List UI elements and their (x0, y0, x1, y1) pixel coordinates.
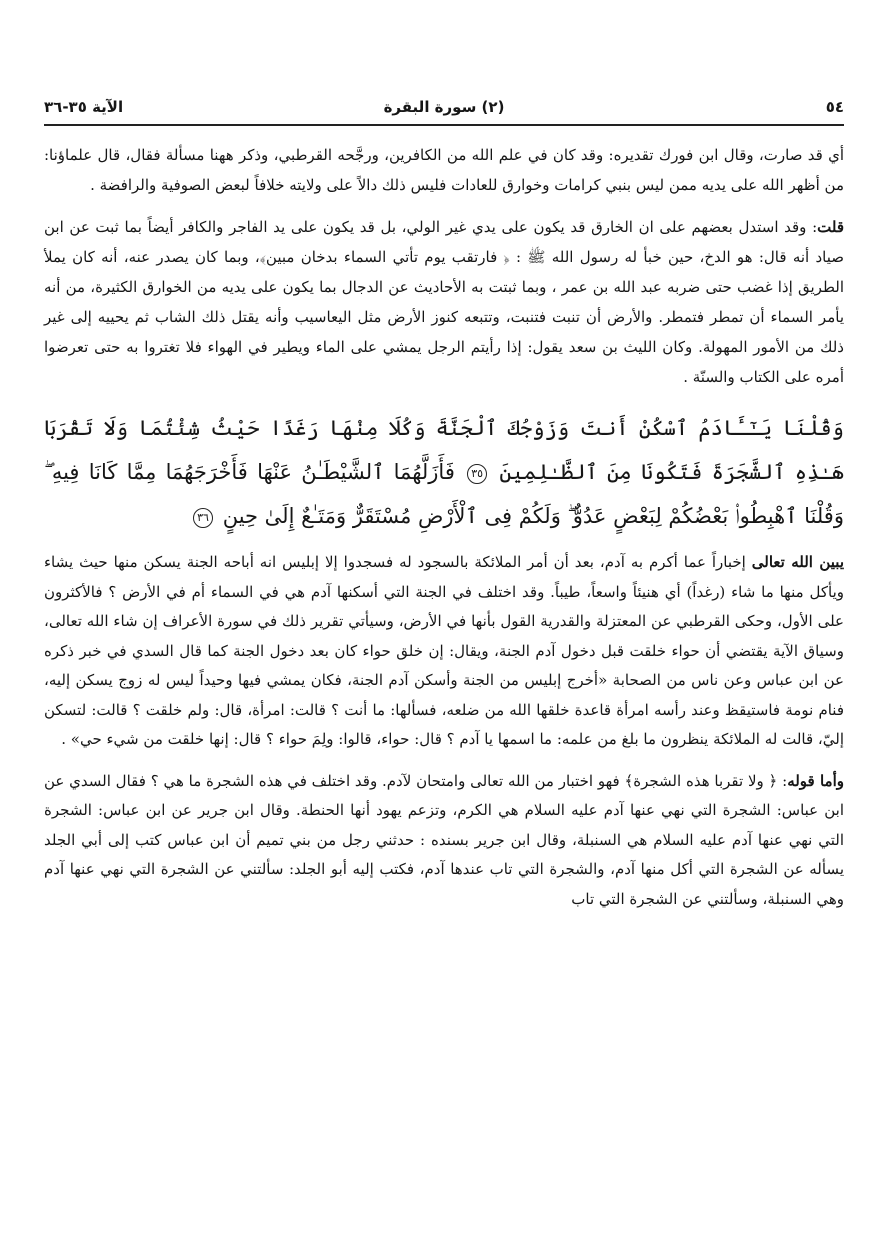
commentary-paragraph (44, 548, 844, 755)
verse-part-2: فَأَزَلَّهُمَا ٱلشَّيْطَـٰنُ عَنْهَا فَأَخْرَجَهُمَا مِمَّا كَانَا فِيهِ ۖ وَقُلْنَا ٱهْبِطُوا۟ بَعْضُكُمْ لِبَعْضٍ عَدُوٌّ ۖ وَلَكُمْ فِى ٱلْأَرْضِ مُسْتَقَرٌّ وَمَتَـٰعٌ إِلَىٰ حِينٍ (44, 460, 844, 528)
book-page (44, 92, 844, 1212)
verse-number-marker: ٣٥ (467, 464, 487, 484)
commentary-text-2: : ﴿ ولا تقربا هذه الشجرة﴾ فهو اختبار من الله تعالى وامتحان لآدم. وقد اختلف في هذه الشجرة ما هي ؟ فقال السدي عن ابن عباس: الشجرة التي نهي عنها آدم عليه السلام هي الكرم، وتزعم يهود أنها الحنطة. وقال ابن جرير عن ابن عباس: الشجرة التي نهي عنها آدم عليه السلام هي السنبلة، وقال ابن جرير بسنده : حدثني رجل من بني تميم أن ابن عباس كتب إلى أبي الجلد يسأله عن الشجرة التي أكل منها آدم، والشجرة التي تاب عندها آدم، فكتب إليه أبو الجلد: سألتني عن الشجرة التي نهي عنها آدم وهي السنبلة، وسألتني عن الشجرة التي تاب (44, 771, 844, 908)
verse-number-marker: ٣٦ (193, 508, 213, 528)
quran-verse (44, 406, 844, 538)
verse-part-1: وَقُلْنَا يَـٰٓـَٔادَمُ ٱسْكُنْ أَنتَ وَزَوْجُكَ ٱلْجَنَّةَ وَكُلَا مِنْهَا رَغَدًا حَيْثُ شِئْتُمَا وَلَا تَقْرَبَا هَـٰذِهِ ٱلشَّجَرَةَ فَتَكُونَا مِنَ ٱلظَّـٰلِمِينَ (44, 416, 844, 484)
commentary-text: إخباراً عما أكرم به آدم، بعد أن أمر الملائكة بالسجود له فسجدوا إلا إبليس انه أباحه الجنة يسكن منها حيث يشاء ويأكل منها ما شاء (رغداً) أي هنيئاً واسعاً، طيباً. وقد اختلف في الجنة التي أسكنها آدم هي في السماء أم في الأرض ؟ فالأكثرون على الأول، وحكى القرطبي عن المعتزلة والقدرية القول بأنها في الأرض، وسيأتي تقرير ذلك في سورة الأعراف إن شاء الله تعالى، وسياق الآية يقتضي أن حواء خلقت قبل دخول آدم الجنة، ويقال: إن خلق حواء كان بعد دخول الجنة كما قال السدي في خبر ذكره عن ابن عباس وعن ناس من الصحابة «أخرج إبليس من الجنة وأسكن آدم الجنة، فكان يمشي فيها وحيداً ليس له زوج يسكن إليه، فنام نومة فاستيقظ وعند رأسه امرأة قاعدة خلقها الله من ضلعه، فسألها: ما أنت ؟ قالت: امرأة، قال: ولم خلقت ؟ قالت: لتسكن إليّ، قالت له الملائكة ينظرون ما بلغ من علمه: ما اسمها يا آدم ؟ قال: حواء، قالوا: ولِمَ حواء ؟ قال: إنها خلقت من شيء حي» . (44, 553, 844, 748)
ayah-range: الآية ٣٥-٣٦ (44, 98, 124, 116)
note-text: : وقد استدل بعضهم على ان الخارق قد يكون على يدي غير الولي، بل قد يكون على يد الفاجر والكافر أيضاً بما ثبت عن ابن صياد أنه قال: هو الدخ، حين خبأ له رسول الله ﷺ : ﴿ فارتقب يوم تأتي السماء بدخان مبين﴾، وبما كان يصدر عنه، أنه كان يملأ الطريق إذا غضب حتى ضربه عبد الله بن عمر ، وبما ثبتت به الأحاديث عن الدجال بما يكون على يديه من الخوارق الكثيرة، من أنه يأمر السماء أن تمطر فتمطر. والأرض أن تنبت فتنبت، وتتبعه كنوز الأرض مثل اليعاسيب وأنه يقتل ذلك الشاب ثم يحييه إلى غير ذلك من الأمور المهولة. وكان الليث بن سعد يقول: إذا رأيتم الرجل يمشي على الماء ويطير في الهواء فلا تغتروا به حتى تعرضوا أمره على الكتاب والسنّة . (44, 218, 844, 386)
note-lead: قلت (817, 218, 844, 236)
commentary-lead-2: وأما قوله (787, 771, 844, 790)
commentary-paragraph-2 (44, 767, 844, 915)
commentary-lead: يبين الله تعالى (751, 553, 844, 571)
note-paragraph (44, 212, 844, 392)
surah-title: (٢) سورة البقرة (383, 98, 505, 116)
page-number: ٥٤ (825, 98, 844, 116)
intro-text: أي قد صارت، وقال ابن فورك تقديره: وقد كان في علم الله من الكافرين، ورجَّحه القرطبي، وذكر ههنا مسألة فقال، قال علماؤنا: من أظهر الله على يديه ممن ليس بنبي كرامات وخوارق للعادات فليس ذلك دالاً على ولايته خلافاً لبعض الصوفية والرافضة . (44, 146, 844, 194)
header-rule (44, 124, 844, 126)
intro-paragraph (44, 140, 844, 200)
page-header (44, 92, 844, 126)
